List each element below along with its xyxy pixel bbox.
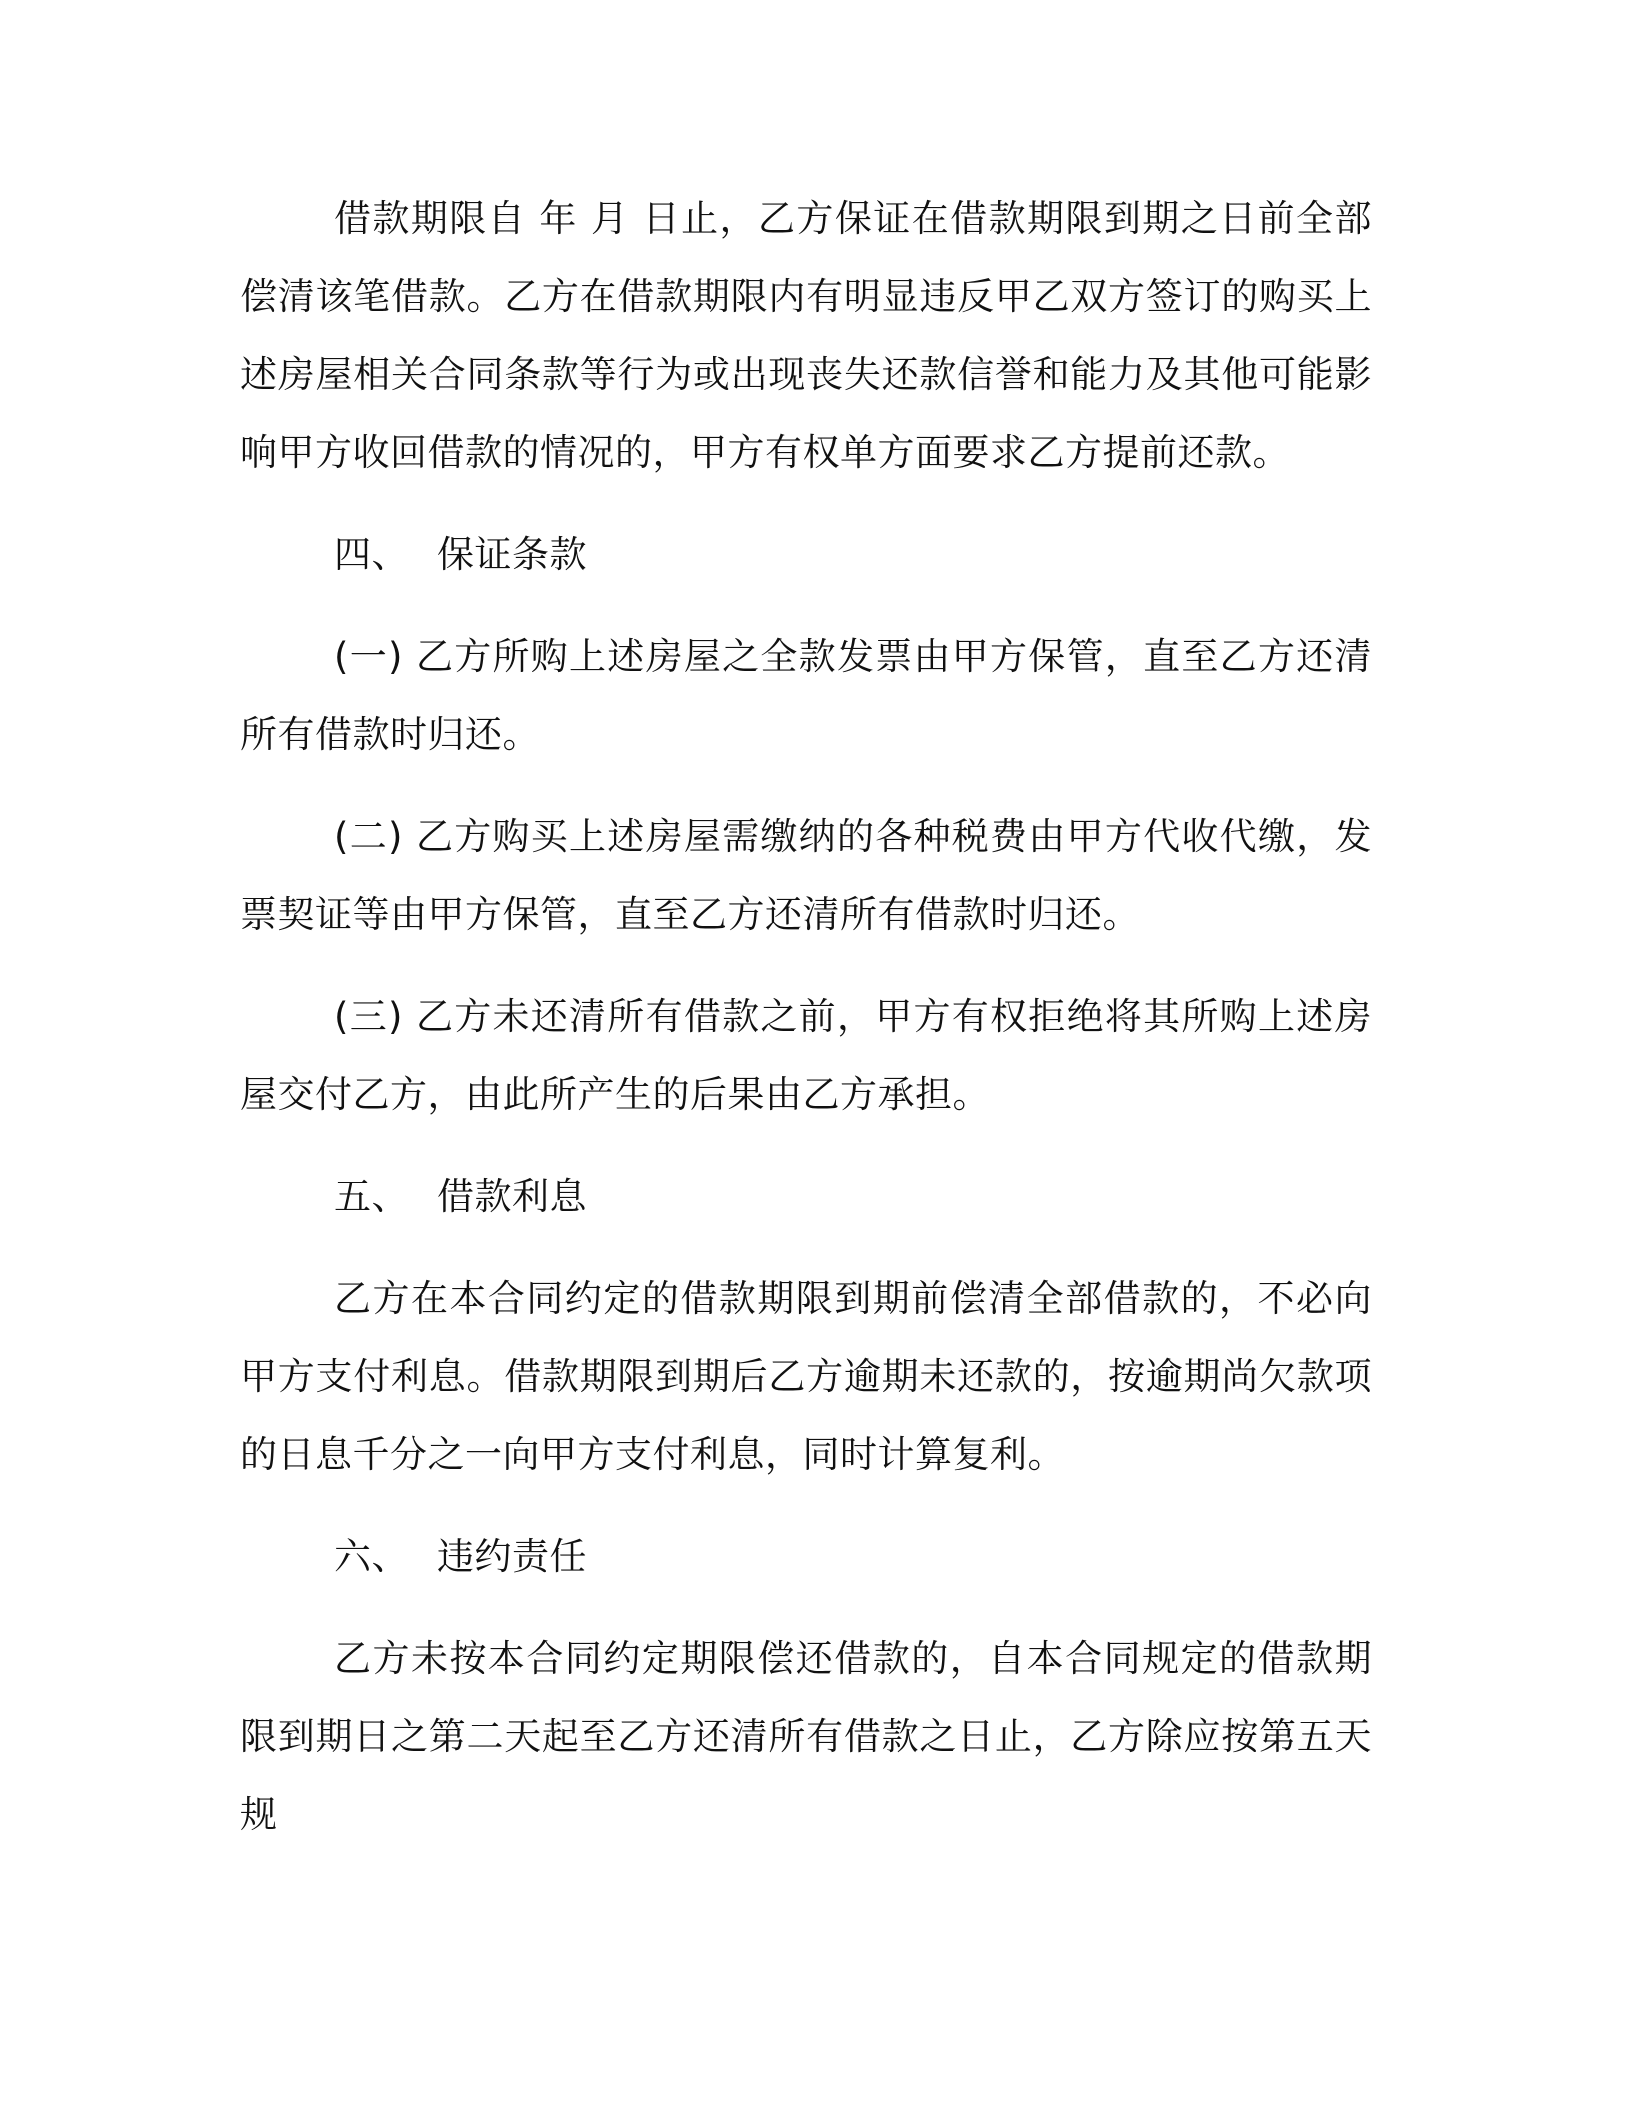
- section-heading-interest: [240, 1158, 1372, 1236]
- section-title: 借款利息: [437, 1175, 587, 1218]
- section-title: 保证条款: [437, 533, 587, 576]
- section-heading-liability: [240, 1518, 1372, 1596]
- paragraph-loan-term: 借款期限自 年 月 日止，乙方保证在借款期限到期之日前全部偿清该笔借款。乙方在借款期限内有明显违反甲乙双方签订的购买上述房屋相关合同条款等行为或出现丧失还款信誉和能力及其他可能影响甲方收回借款的情况的，甲方有权单方面要求乙方提前还款。: [240, 197, 1372, 474]
- paragraph-interest: 乙方在本合同约定的借款期限到期前偿清全部借款的，不必向甲方支付利息。借款期限到期后乙方逾期未还款的，按逾期尚欠款项的日息千分之一向甲方支付利息，同时计算复利。: [240, 1277, 1372, 1476]
- section-number: 四、: [334, 533, 409, 576]
- document-body: [240, 180, 1372, 1878]
- paragraph-clause-2: (二) 乙方购买上述房屋需缴纳的各种税费由甲方代收代缴，发票契证等由甲方保管，直至乙方还清所有借款时归还。: [240, 815, 1372, 936]
- section-heading-guarantee: [240, 516, 1372, 594]
- paragraph-liability: 乙方未按本合同约定期限偿还借款的，自本合同规定的借款期限到期日之第二天起至乙方还清所有借款之日止，乙方除应按第五天规: [240, 1637, 1372, 1836]
- section-number: 六、: [334, 1535, 409, 1578]
- paragraph-clause-1: (一) 乙方所购上述房屋之全款发票由甲方保管，直至乙方还清所有借款时归还。: [240, 635, 1372, 756]
- section-title: 违约责任: [437, 1535, 587, 1578]
- paragraph-clause-3: (三) 乙方未还清所有借款之前，甲方有权拒绝将其所购上述房屋交付乙方，由此所产生的后果由乙方承担。: [240, 995, 1372, 1116]
- section-number: 五、: [334, 1175, 409, 1218]
